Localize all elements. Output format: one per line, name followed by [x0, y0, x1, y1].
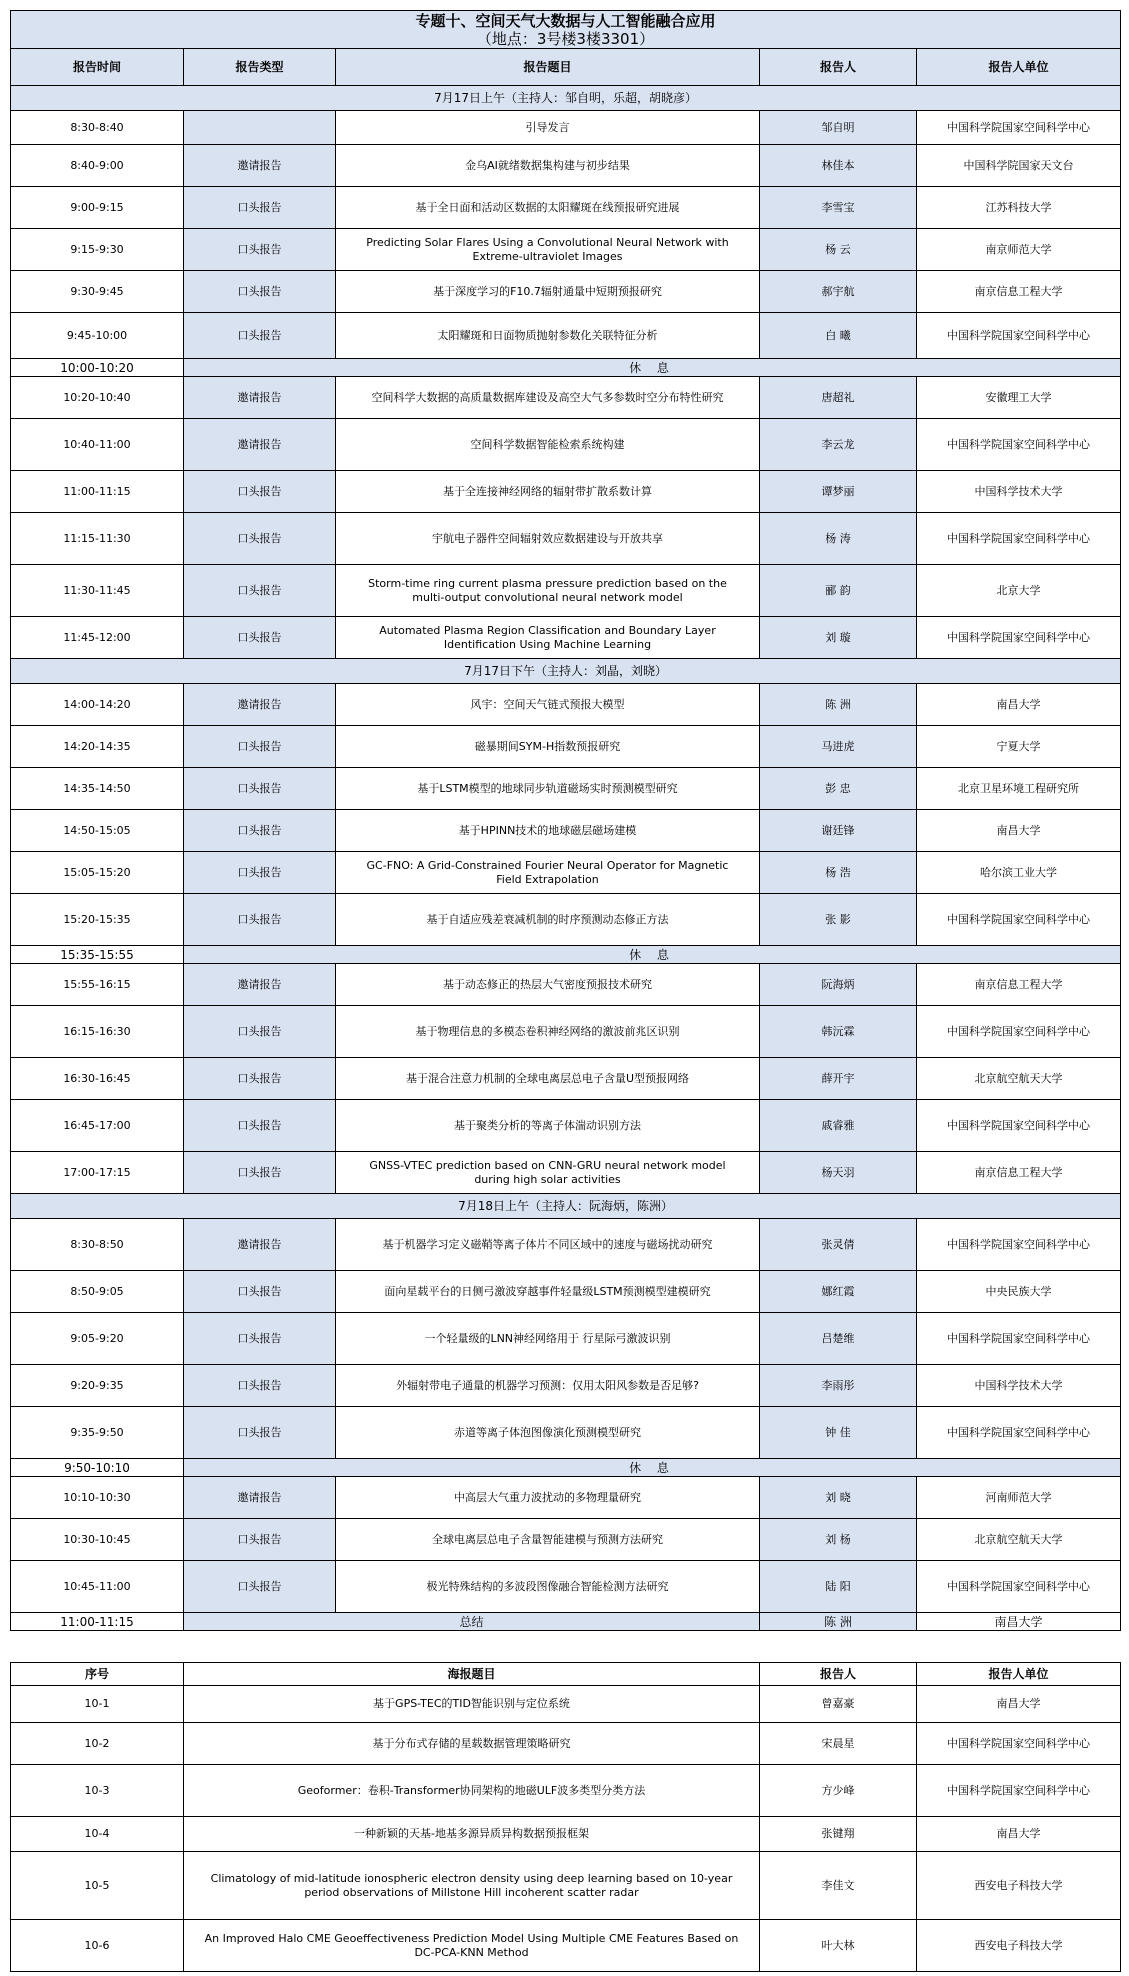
talk-title: 金乌AI就绪数据集构建与初步结果	[336, 145, 760, 187]
talk-time: 11:15-11:30	[11, 513, 184, 565]
talk-time: 10:20-10:40	[11, 377, 184, 419]
poster-row	[11, 1765, 1121, 1817]
talk-title: 宇航电子器件空间辐射效应数据建设与开放共享	[336, 513, 760, 565]
talk-speaker: 薛开宇	[760, 1058, 917, 1100]
talk-type: 口头报告	[184, 1006, 336, 1058]
talk-affiliation: 中国科学院国家空间科学中心	[917, 1219, 1121, 1271]
talk-type: 口头报告	[184, 1519, 336, 1561]
poster-col-no: 序号	[11, 1663, 184, 1686]
talk-time: 8:30-8:50	[11, 1219, 184, 1271]
talk-type: 口头报告	[184, 1152, 336, 1194]
talk-type: 口头报告	[184, 1561, 336, 1613]
talk-row	[11, 1058, 1121, 1100]
talk-type: 口头报告	[184, 1058, 336, 1100]
talk-speaker: 陈 洲	[760, 684, 917, 726]
break-row	[11, 359, 1121, 377]
talk-speaker: 杨 涛	[760, 513, 917, 565]
poster-col-topic: 海报题目	[184, 1663, 760, 1686]
talk-affiliation: 哈尔滨工业大学	[917, 852, 1121, 894]
break-row	[11, 1459, 1121, 1477]
talk-time: 11:30-11:45	[11, 565, 184, 617]
talk-title: 全球电离层总电子含量智能建模与预测方法研究	[336, 1519, 760, 1561]
talk-row	[11, 229, 1121, 271]
talk-row	[11, 894, 1121, 946]
talk-title: 基于物理信息的多模态卷积神经网络的激波前兆区识别	[336, 1006, 760, 1058]
talk-row	[11, 111, 1121, 145]
talk-row	[11, 565, 1121, 617]
talk-type: 口头报告	[184, 513, 336, 565]
talk-affiliation: 南昌大学	[917, 810, 1121, 852]
talk-title: 基于LSTM模型的地球同步轨道磁场实时预测模型研究	[336, 768, 760, 810]
talk-speaker: 李云龙	[760, 419, 917, 471]
talk-affiliation: 江苏科技大学	[917, 187, 1121, 229]
talk-row	[11, 684, 1121, 726]
talk-speaker: 娜红霞	[760, 1271, 917, 1313]
poster-title: Geoformer：卷积-Transformer协同架构的地磁ULF波多类型分类方法	[184, 1765, 760, 1817]
poster-affiliation: 南昌大学	[917, 1817, 1121, 1852]
talk-affiliation: 北京航空航天大学	[917, 1519, 1121, 1561]
talk-row	[11, 1477, 1121, 1519]
talk-speaker: 彭 忠	[760, 768, 917, 810]
session-header-row	[11, 1194, 1121, 1219]
talk-type: 口头报告	[184, 471, 336, 513]
talk-type: 邀请报告	[184, 1477, 336, 1519]
poster-no: 10-3	[11, 1765, 184, 1817]
col-header-topic: 报告题目	[336, 49, 760, 86]
talk-affiliation: 中国科学院国家空间科学中心	[917, 111, 1121, 145]
talk-speaker: 张灵倩	[760, 1219, 917, 1271]
talk-type: 邀请报告	[184, 377, 336, 419]
closing-title: 总结	[184, 1613, 760, 1631]
talk-time: 9:00-9:15	[11, 187, 184, 229]
talk-type: 口头报告	[184, 810, 336, 852]
talk-type: 口头报告	[184, 565, 336, 617]
talk-title: 基于全日面和活动区数据的太阳耀斑在线预报研究进展	[336, 187, 760, 229]
talk-type: 口头报告	[184, 313, 336, 359]
talk-affiliation: 中国科学院国家空间科学中心	[917, 419, 1121, 471]
talk-affiliation: 中国科学院国家空间科学中心	[917, 617, 1121, 659]
poster-speaker: 叶大林	[760, 1920, 917, 1972]
break-label: 休 息	[184, 946, 1121, 964]
talk-row	[11, 419, 1121, 471]
talk-row	[11, 1407, 1121, 1459]
talk-time: 14:20-14:35	[11, 726, 184, 768]
talk-speaker: 刘 杨	[760, 1519, 917, 1561]
talk-title: 基于混合注意力机制的全球电离层总电子含量U型预报网络	[336, 1058, 760, 1100]
talk-speaker: 郝宇航	[760, 271, 917, 313]
poster-table	[10, 1662, 1121, 1972]
talk-affiliation: 南京信息工程大学	[917, 1152, 1121, 1194]
talk-row	[11, 1313, 1121, 1365]
closing-row	[11, 1613, 1121, 1631]
col-header-speaker: 报告人	[760, 49, 917, 86]
poster-row	[11, 1723, 1121, 1765]
talk-time: 10:10-10:30	[11, 1477, 184, 1519]
talk-row	[11, 617, 1121, 659]
session-label: 7月17日下午（主持人：刘晶，刘晓）	[11, 659, 1121, 684]
talk-type: 邀请报告	[184, 145, 336, 187]
location-label: （地点：3号楼3楼3301）	[476, 29, 655, 48]
talk-speaker: 邹自明	[760, 111, 917, 145]
talk-speaker: 李雪宝	[760, 187, 917, 229]
session-label: 7月18日上午（主持人：阮海炳，陈洲）	[11, 1194, 1121, 1219]
talk-time: 9:30-9:45	[11, 271, 184, 313]
talk-affiliation: 中国科学院国家空间科学中心	[917, 1561, 1121, 1613]
talk-type: 口头报告	[184, 187, 336, 229]
talk-speaker: 张 影	[760, 894, 917, 946]
talk-speaker: 杨 浩	[760, 852, 917, 894]
talk-time: 9:20-9:35	[11, 1365, 184, 1407]
talk-title: 一个轻量级的LNN神经网络用于 行星际弓激波识别	[336, 1313, 760, 1365]
break-label: 休 息	[184, 1459, 1121, 1477]
closing-speaker: 陈 洲	[760, 1613, 917, 1631]
talk-speaker: 阮海炳	[760, 964, 917, 1006]
talk-time: 8:50-9:05	[11, 1271, 184, 1313]
talk-affiliation: 中国科学院国家空间科学中心	[917, 513, 1121, 565]
talk-time: 10:40-11:00	[11, 419, 184, 471]
poster-title: 基于GPS-TEC的TID智能识别与定位系统	[184, 1686, 760, 1723]
talk-affiliation: 南昌大学	[917, 684, 1121, 726]
talk-time: 16:15-16:30	[11, 1006, 184, 1058]
talk-speaker: 钟 佳	[760, 1407, 917, 1459]
talk-title: 引导发言	[336, 111, 760, 145]
talk-time: 8:30-8:40	[11, 111, 184, 145]
poster-header-row	[11, 1663, 1121, 1686]
talk-title: 基于聚类分析的等离子体湍动识别方法	[336, 1100, 760, 1152]
talk-row	[11, 1271, 1121, 1313]
talk-row	[11, 271, 1121, 313]
talk-title: 基于深度学习的F10.7辐射通量中短期预报研究	[336, 271, 760, 313]
talk-speaker: 林佳本	[760, 145, 917, 187]
talk-type: 口头报告	[184, 726, 336, 768]
talk-row	[11, 1152, 1121, 1194]
talk-title: 极光特殊结构的多波段图像融合智能检测方法研究	[336, 1561, 760, 1613]
talk-affiliation: 中国科学院国家空间科学中心	[917, 1313, 1121, 1365]
talk-row	[11, 810, 1121, 852]
talk-time: 10:45-11:00	[11, 1561, 184, 1613]
talk-affiliation: 中国科学院国家空间科学中心	[917, 1006, 1121, 1058]
talk-affiliation: 宁夏大学	[917, 726, 1121, 768]
talk-time: 11:45-12:00	[11, 617, 184, 659]
talk-affiliation: 南京信息工程大学	[917, 271, 1121, 313]
poster-speaker: 张键翔	[760, 1817, 917, 1852]
session-label: 7月17日上午（主持人：邹自明，乐超，胡晓彦）	[11, 86, 1121, 111]
talk-title: 赤道等离子体泡图像演化预测模型研究	[336, 1407, 760, 1459]
talk-affiliation: 中国科学院国家空间科学中心	[917, 313, 1121, 359]
program-document	[10, 10, 1120, 1972]
talk-type: 口头报告	[184, 1271, 336, 1313]
poster-title: 基于分布式存储的星载数据管理策略研究	[184, 1723, 760, 1765]
talk-type: 邀请报告	[184, 419, 336, 471]
talk-row	[11, 377, 1121, 419]
talk-time: 15:20-15:35	[11, 894, 184, 946]
col-header-type: 报告类型	[184, 49, 336, 86]
talk-speaker: 韩沅霖	[760, 1006, 917, 1058]
talk-speaker: 杨 云	[760, 229, 917, 271]
talk-title: Predicting Solar Flares Using a Convolutional Neural Network with Extreme-ultraviolet Images	[336, 229, 760, 271]
poster-row	[11, 1686, 1121, 1723]
title-row	[11, 11, 1121, 49]
talk-row	[11, 187, 1121, 229]
talk-time: 14:35-14:50	[11, 768, 184, 810]
page-title: 专题十、空间天气大数据与人工智能融合应用	[415, 11, 716, 30]
talk-title: Automated Plasma Region Classification and Boundary Layer Identification Using Machine Learning	[336, 617, 760, 659]
poster-affiliation: 中国科学院国家空间科学中心	[917, 1723, 1121, 1765]
poster-affiliation: 西安电子科技大学	[917, 1852, 1121, 1920]
schedule-table	[10, 10, 1121, 1631]
talk-time: 9:05-9:20	[11, 1313, 184, 1365]
break-row	[11, 946, 1121, 964]
closing-time: 11:00-11:15	[11, 1613, 184, 1631]
talk-type: 口头报告	[184, 1100, 336, 1152]
talk-row	[11, 1365, 1121, 1407]
poster-no: 10-6	[11, 1920, 184, 1972]
poster-speaker: 宋晨星	[760, 1723, 917, 1765]
poster-no: 10-4	[11, 1817, 184, 1852]
talk-speaker: 白 曦	[760, 313, 917, 359]
talk-speaker: 刘 晓	[760, 1477, 917, 1519]
talk-speaker: 马进虎	[760, 726, 917, 768]
talk-title: 太阳耀斑和日面物质抛射参数化关联特征分析	[336, 313, 760, 359]
poster-title: Climatology of mid-latitude ionospheric electron density using deep learning based on 10-year period observations of Millstone Hill incoherent scatter radar	[184, 1852, 760, 1920]
session-header-row	[11, 86, 1121, 111]
talk-type	[184, 111, 336, 145]
talk-affiliation: 河南师范大学	[917, 1477, 1121, 1519]
schedule-body	[11, 86, 1121, 1631]
talk-time: 14:00-14:20	[11, 684, 184, 726]
talk-row	[11, 313, 1121, 359]
poster-body	[11, 1686, 1121, 1972]
talk-speaker: 李雨彤	[760, 1365, 917, 1407]
talk-row	[11, 1219, 1121, 1271]
talk-time: 16:45-17:00	[11, 1100, 184, 1152]
talk-time: 9:35-9:50	[11, 1407, 184, 1459]
poster-title: An Improved Halo CME Geoeffectiveness Prediction Model Using Multiple CME Features Based on DC-PCA-KNN Method	[184, 1920, 760, 1972]
col-header-affiliation: 报告人单位	[917, 49, 1121, 86]
talk-title: 基于HPINN技术的地球磁层磁场建模	[336, 810, 760, 852]
talk-speaker: 杨天羽	[760, 1152, 917, 1194]
talk-time: 16:30-16:45	[11, 1058, 184, 1100]
talk-time: 10:30-10:45	[11, 1519, 184, 1561]
poster-row	[11, 1920, 1121, 1972]
talk-affiliation: 南京信息工程大学	[917, 964, 1121, 1006]
session-header-row	[11, 659, 1121, 684]
poster-col-speaker: 报告人	[760, 1663, 917, 1686]
talk-title: 空间科学数据智能检索系统构建	[336, 419, 760, 471]
talk-type: 邀请报告	[184, 684, 336, 726]
talk-time: 17:00-17:15	[11, 1152, 184, 1194]
poster-speaker: 曾嘉豪	[760, 1686, 917, 1723]
talk-affiliation: 中国科学院国家空间科学中心	[917, 894, 1121, 946]
talk-speaker: 谭梦丽	[760, 471, 917, 513]
talk-title: 基于全连接神经网络的辐射带扩散系数计算	[336, 471, 760, 513]
talk-type: 口头报告	[184, 229, 336, 271]
talk-affiliation: 北京卫星环境工程研究所	[917, 768, 1121, 810]
poster-affiliation: 中国科学院国家空间科学中心	[917, 1765, 1121, 1817]
talk-title: 中高层大气重力波扰动的多物理量研究	[336, 1477, 760, 1519]
poster-title: 一种新颖的天基-地基多源异质异构数据预报框架	[184, 1817, 760, 1852]
talk-title: 基于动态修正的热层大气密度预报技术研究	[336, 964, 760, 1006]
talk-affiliation: 中央民族大学	[917, 1271, 1121, 1313]
talk-type: 口头报告	[184, 894, 336, 946]
poster-no: 10-2	[11, 1723, 184, 1765]
talk-row	[11, 1561, 1121, 1613]
talk-title: Storm-time ring current plasma pressure prediction based on the multi-output convolutional neural network model	[336, 565, 760, 617]
talk-speaker: 唐超礼	[760, 377, 917, 419]
talk-affiliation: 中国科学技术大学	[917, 471, 1121, 513]
talk-affiliation: 中国科学院国家空间科学中心	[917, 1100, 1121, 1152]
talk-title: 风宇：空间天气链式预报大模型	[336, 684, 760, 726]
talk-type: 邀请报告	[184, 1219, 336, 1271]
talk-row	[11, 852, 1121, 894]
talk-affiliation: 中国科学院国家空间科学中心	[917, 1407, 1121, 1459]
poster-affiliation: 南昌大学	[917, 1686, 1121, 1723]
talk-title: 基于机器学习定义磁鞘等离子体片不同区域中的速度与磁场扰动研究	[336, 1219, 760, 1271]
talk-row	[11, 471, 1121, 513]
talk-title: 外辐射带电子通量的机器学习预测：仅用太阳风参数是否足够?	[336, 1365, 760, 1407]
talk-speaker: 刘 璇	[760, 617, 917, 659]
talk-row	[11, 964, 1121, 1006]
break-time: 15:35-15:55	[11, 946, 184, 964]
break-time: 9:50-10:10	[11, 1459, 184, 1477]
talk-speaker: 陆 阳	[760, 1561, 917, 1613]
talk-affiliation: 南京师范大学	[917, 229, 1121, 271]
talk-time: 14:50-15:05	[11, 810, 184, 852]
poster-col-affiliation: 报告人单位	[917, 1663, 1121, 1686]
break-label: 休 息	[184, 359, 1121, 377]
talk-time: 8:40-9:00	[11, 145, 184, 187]
talk-title: 面向星载平台的日侧弓激波穿越事件轻量级LSTM预测模型建模研究	[336, 1271, 760, 1313]
talk-affiliation: 北京大学	[917, 565, 1121, 617]
poster-speaker: 方少峰	[760, 1765, 917, 1817]
talk-type: 口头报告	[184, 617, 336, 659]
col-header-time: 报告时间	[11, 49, 184, 86]
table-title-cell	[11, 11, 1121, 49]
talk-type: 口头报告	[184, 768, 336, 810]
talk-type: 口头报告	[184, 271, 336, 313]
talk-time: 9:15-9:30	[11, 229, 184, 271]
talk-row	[11, 145, 1121, 187]
talk-title: 磁暴期间SYM-H指数预报研究	[336, 726, 760, 768]
talk-affiliation: 中国科学院国家天文台	[917, 145, 1121, 187]
talk-time: 15:55-16:15	[11, 964, 184, 1006]
poster-speaker: 李佳文	[760, 1852, 917, 1920]
talk-time: 15:05-15:20	[11, 852, 184, 894]
column-header-row	[11, 49, 1121, 86]
talk-type: 口头报告	[184, 1407, 336, 1459]
talk-title: 基于自适应残差衰减机制的时序预测动态修正方法	[336, 894, 760, 946]
talk-time: 11:00-11:15	[11, 471, 184, 513]
talk-affiliation: 北京航空航天大学	[917, 1058, 1121, 1100]
talk-row	[11, 768, 1121, 810]
break-time: 10:00-10:20	[11, 359, 184, 377]
talk-type: 口头报告	[184, 852, 336, 894]
talk-time: 9:45-10:00	[11, 313, 184, 359]
talk-speaker: 吕楚维	[760, 1313, 917, 1365]
talk-affiliation: 安徽理工大学	[917, 377, 1121, 419]
poster-row	[11, 1852, 1121, 1920]
talk-row	[11, 726, 1121, 768]
talk-type: 邀请报告	[184, 964, 336, 1006]
talk-title: GNSS-VTEC prediction based on CNN-GRU neural network model during high solar activities	[336, 1152, 760, 1194]
talk-speaker: 谢廷锋	[760, 810, 917, 852]
talk-speaker: 戚睿雅	[760, 1100, 917, 1152]
poster-no: 10-1	[11, 1686, 184, 1723]
talk-title: 空间科学大数据的高质量数据库建设及高空大气多参数时空分布特性研究	[336, 377, 760, 419]
talk-speaker: 郦 韵	[760, 565, 917, 617]
poster-no: 10-5	[11, 1852, 184, 1920]
talk-row	[11, 1006, 1121, 1058]
poster-row	[11, 1817, 1121, 1852]
talk-row	[11, 513, 1121, 565]
talk-type: 口头报告	[184, 1313, 336, 1365]
talk-affiliation: 中国科学技术大学	[917, 1365, 1121, 1407]
talk-row	[11, 1100, 1121, 1152]
talk-type: 口头报告	[184, 1365, 336, 1407]
talk-row	[11, 1519, 1121, 1561]
talk-title: GC-FNO: A Grid-Constrained Fourier Neural Operator for Magnetic Field Extrapolation	[336, 852, 760, 894]
closing-affiliation: 南昌大学	[917, 1613, 1121, 1631]
poster-affiliation: 西安电子科技大学	[917, 1920, 1121, 1972]
